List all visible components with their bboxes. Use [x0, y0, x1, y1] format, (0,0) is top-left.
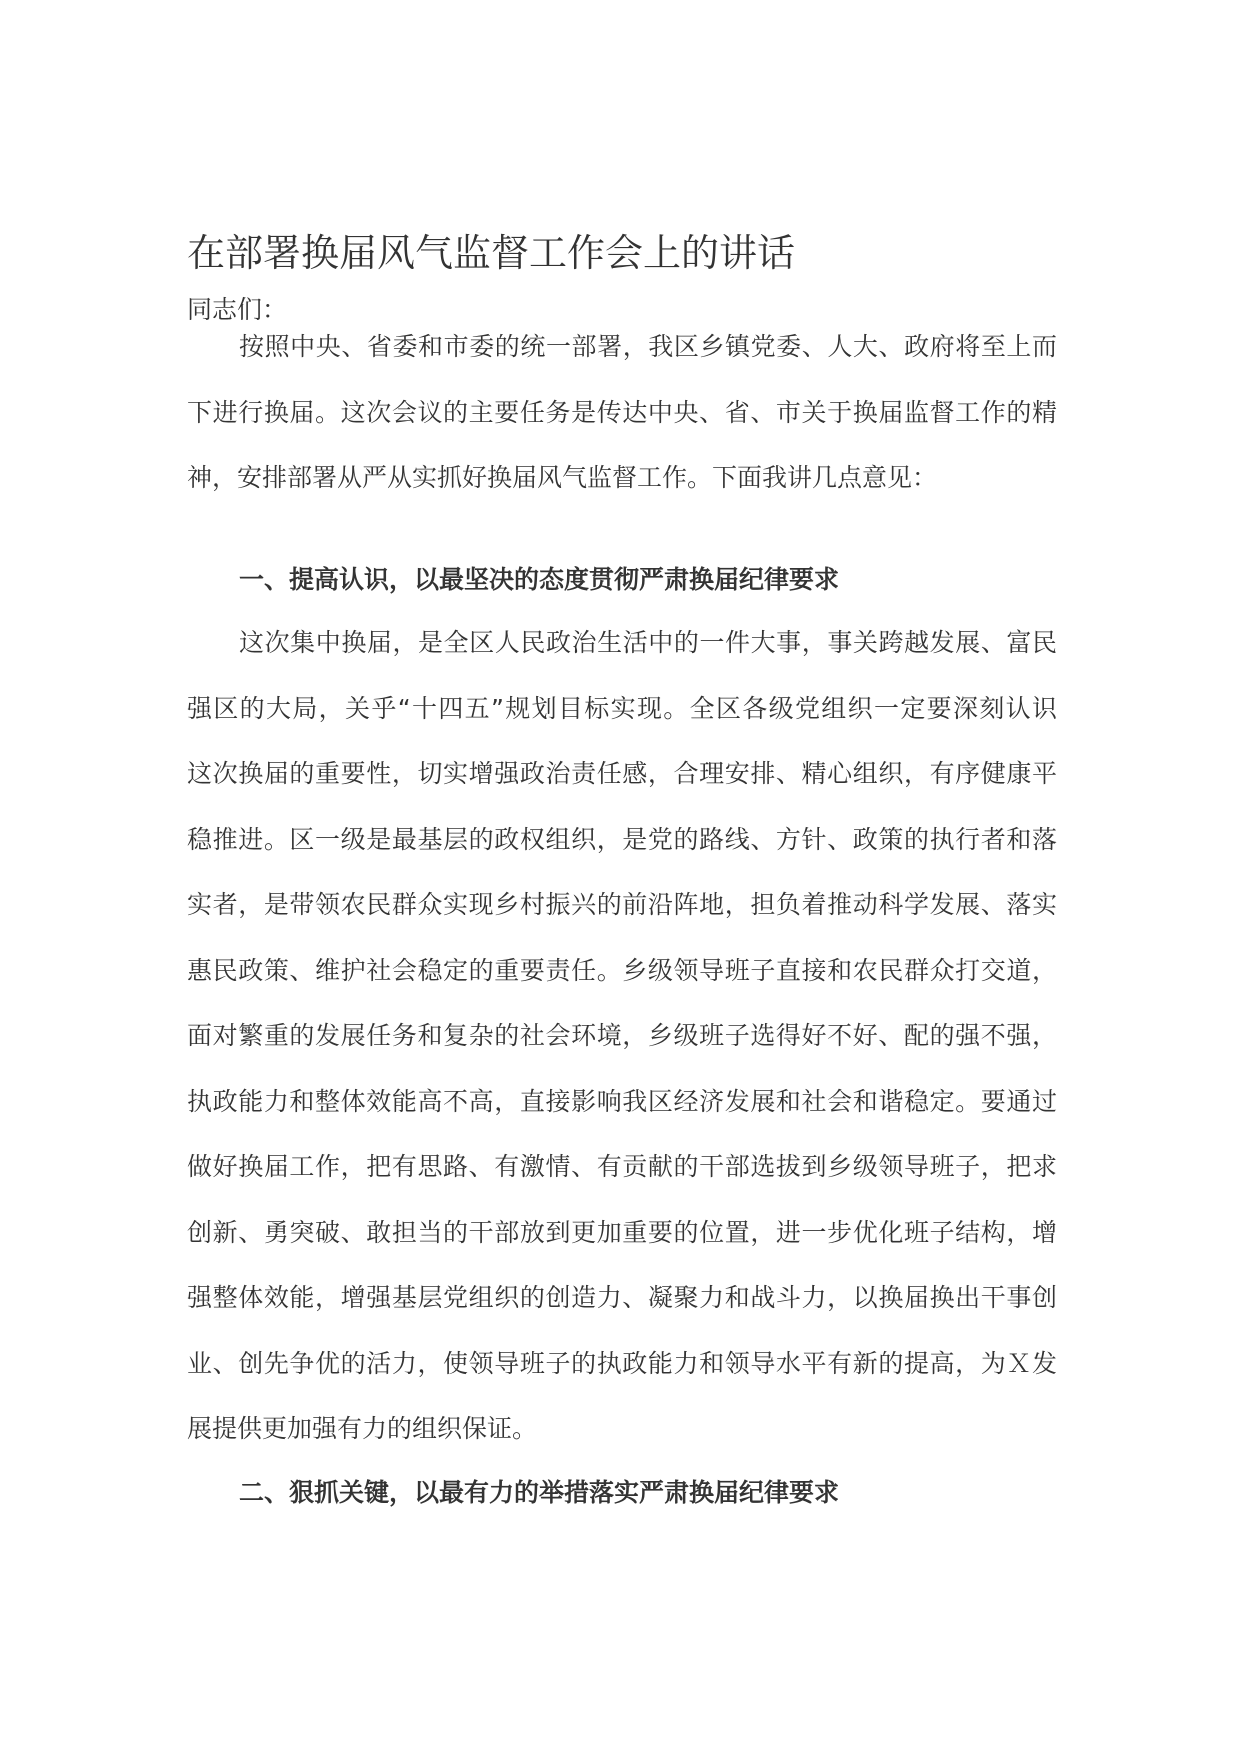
- text-line: 下进行换届。这次会议的主要任务是传达中央、省、市关于换届监督工作的精: [187, 397, 1057, 427]
- text-line: 面对繁重的发展任务和复杂的社会环境，乡级班子选得好不好、配的强不强，: [187, 1021, 1057, 1050]
- text-line: 神，安排部署从严从实抓好换届风气监督工作。下面我讲几点意见：: [187, 463, 938, 492]
- text-line: 惠民政策、维护社会稳定的重要责任。乡级领导班子直接和农民群众打交道，: [187, 955, 1057, 985]
- text-line: 这次集中换届，是全区人民政治生活中的一件大事，事关跨越发展、富民: [239, 628, 1057, 657]
- text-line: 做好换届工作，把有思路、有激情、有贡献的干部选拔到乡级领导班子，把求: [187, 1152, 1057, 1181]
- section-heading-2: 二、狠抓关键，以最有力的举措落实严肃换届纪律要求: [239, 1478, 840, 1507]
- text-line: 这次换届的重要性，切实增强政治责任感，合理安排、精心组织，有序健康平: [187, 759, 1057, 788]
- text-line: 创新、勇突破、敢担当的干部放到更加重要的位置，进一步优化班子结构，增: [187, 1217, 1057, 1247]
- salutation: 同志们：: [187, 295, 288, 324]
- text-line: 按照中央、省委和市委的统一部署，我区乡镇党委、人大、政府将至上而: [239, 332, 1057, 361]
- text-line: 稳推进。区一级是最基层的政权组织，是党的路线、方针、政策的执行者和落: [187, 824, 1057, 854]
- intro-paragraph: [187, 314, 1057, 511]
- text-line: 展提供更加强有力的组织保证。: [187, 1414, 538, 1443]
- text-line: 强区的大局，关乎“十四五”规划目标实现。全区各级党组织一定要深刻认识: [187, 693, 1057, 723]
- text-line: 业、创先争优的活力，使领导班子的执政能力和领导水平有新的提高，为Ｘ发: [187, 1348, 1057, 1378]
- section-heading-1: 一、提高认识，以最坚决的态度贯彻严肃换届纪律要求: [239, 565, 840, 594]
- text-line: 执政能力和整体效能高不高，直接影响我区经济发展和社会和谐稳定。要通过: [187, 1086, 1057, 1116]
- text-line: 强整体效能，增强基层党组织的创造力、凝聚力和战斗力，以换届换出干事创: [187, 1283, 1057, 1312]
- section1-paragraph: [187, 610, 1057, 1462]
- text-line: 实者，是带领农民群众实现乡村振兴的前沿阵地，担负着推动科学发展、落实: [187, 890, 1057, 919]
- document-title: 在部署换届风气监督工作会上的讲话: [187, 231, 796, 276]
